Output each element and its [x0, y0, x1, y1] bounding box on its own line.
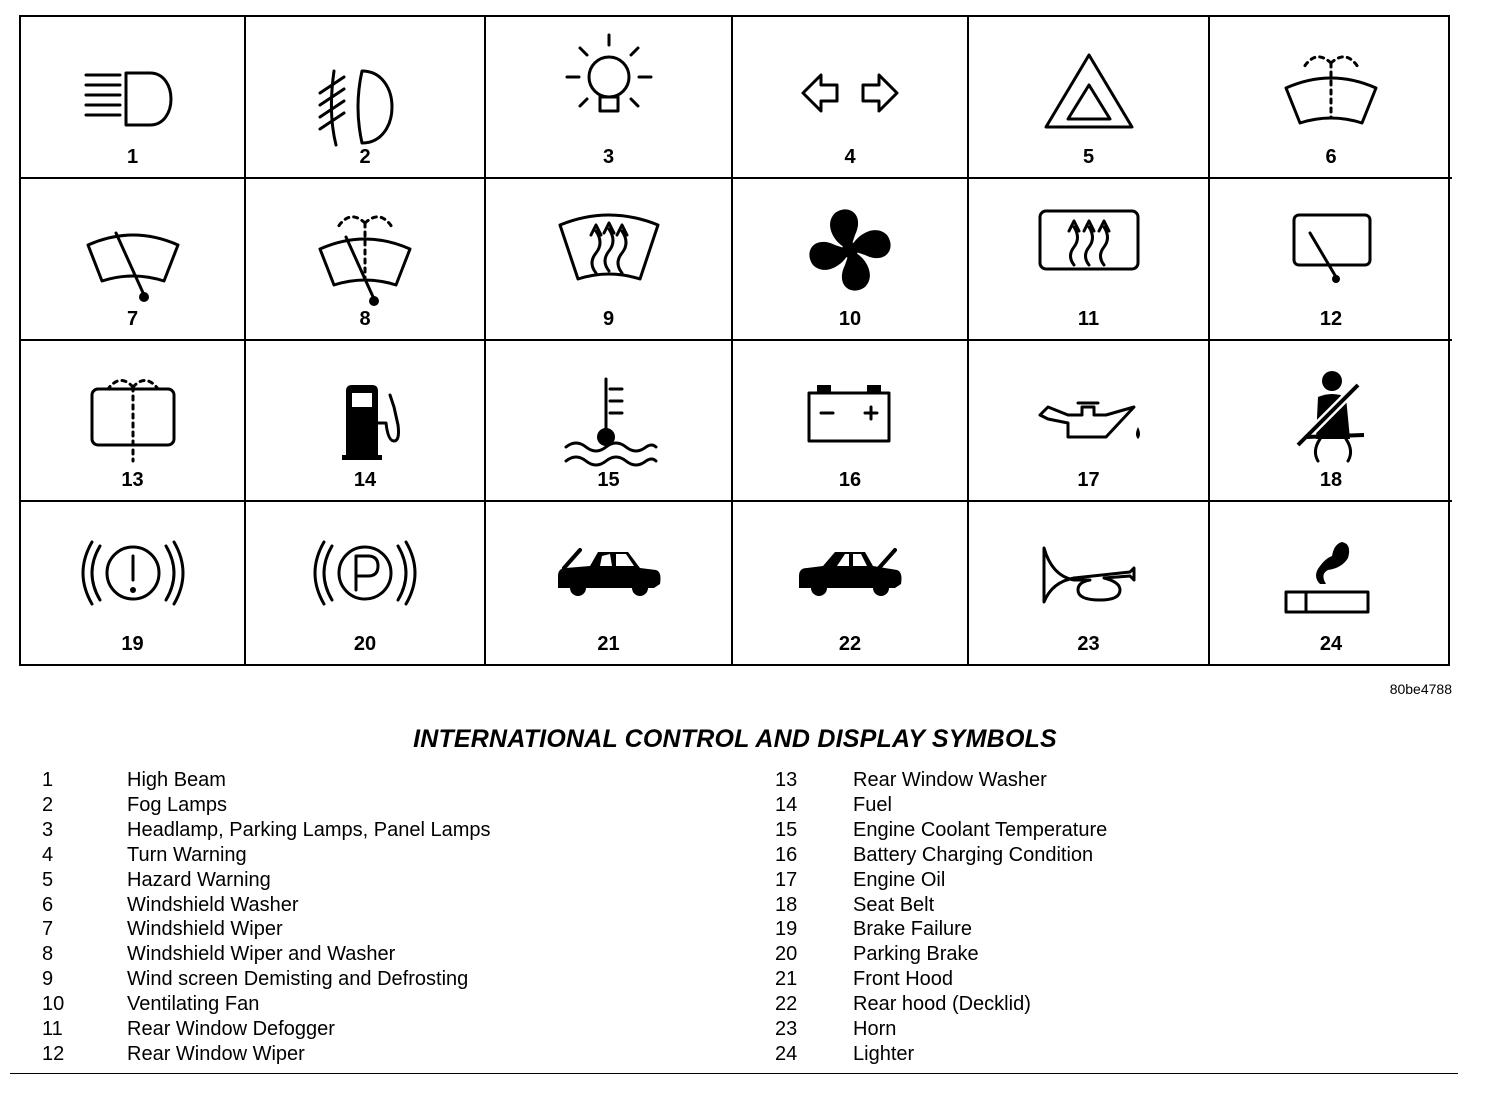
bottom-rule [10, 1073, 1458, 1074]
symbol-cell-7 [21, 179, 246, 341]
symbol-number: 18 [1319, 469, 1343, 492]
rear-wiper-icon [1276, 195, 1386, 305]
legend-number: 9 [42, 968, 54, 991]
symbol-cell-11 [969, 179, 1210, 341]
legend-number: 8 [42, 943, 54, 966]
legend-label: Engine Coolant Temperature [853, 818, 1108, 841]
legend-label: Rear Window Wiper [127, 1042, 305, 1065]
symbol-number: 12 [1319, 307, 1343, 330]
symbol-cell-9 [486, 179, 733, 341]
symbol-cell-2 [246, 17, 486, 179]
symbol-cell-17 [969, 341, 1210, 503]
legend-item [42, 917, 491, 942]
symbol-number: 3 [602, 145, 615, 168]
legend-number: 16 [775, 843, 798, 866]
legend-item [42, 1042, 491, 1067]
symbol-number: 5 [1082, 145, 1095, 168]
legend-right [775, 768, 1107, 1067]
symbol-number: 8 [359, 307, 371, 330]
turn-warning-icon [795, 33, 905, 143]
legend-item [42, 942, 491, 967]
rear-hood-icon [795, 518, 905, 628]
battery-icon [795, 357, 905, 467]
legend-number: 4 [42, 843, 54, 866]
legend-number: 11 [42, 1018, 63, 1041]
symbol-number: 14 [353, 469, 377, 492]
legend-label: Windshield Wiper [127, 918, 283, 941]
coolant-temperature-icon [554, 357, 664, 467]
symbol-number: 7 [126, 307, 139, 330]
legend-label: Turn Warning [127, 843, 247, 866]
legend-number: 22 [775, 993, 798, 1016]
legend-number: 21 [775, 968, 798, 991]
symbol-cell-3 [486, 17, 733, 179]
windshield-washer-icon [1276, 33, 1386, 143]
legend-item [42, 992, 491, 1017]
legend-item [775, 893, 1107, 918]
symbol-number: 4 [844, 145, 856, 168]
legend-item [775, 768, 1107, 793]
legend-label: Ventilating Fan [127, 993, 260, 1016]
symbol-cell-20 [246, 502, 486, 664]
legend-label: Wind screen Demisting and Defrosting [127, 968, 469, 991]
fuel-icon [310, 357, 420, 467]
symbol-number: 11 [1077, 307, 1100, 330]
legend-item [775, 1042, 1107, 1067]
legend-label: Brake Failure [853, 918, 972, 941]
figure-reference: 80be4788 [1389, 681, 1452, 697]
legend-number: 24 [775, 1042, 798, 1065]
legend-item [42, 1017, 491, 1042]
legend-label: Windshield Wiper and Washer [127, 943, 396, 966]
legend-item [42, 843, 491, 868]
legend-number: 23 [775, 1018, 798, 1041]
symbol-cell-24 [1210, 502, 1452, 664]
symbol-cell-8 [246, 179, 486, 341]
symbol-number: 17 [1077, 469, 1100, 492]
legend-label: Horn [853, 1018, 897, 1041]
wiper-washer-icon [310, 195, 420, 305]
symbol-number: 19 [121, 633, 144, 655]
legend-number: 6 [42, 893, 54, 916]
symbol-cell-15 [486, 341, 733, 503]
legend-label: Rear Window Washer [853, 769, 1047, 791]
symbol-grid [19, 15, 1450, 666]
symbol-cell-10 [733, 179, 969, 341]
symbol-cell-13 [21, 341, 246, 503]
symbol-cell-19 [21, 502, 246, 664]
hazard-warning-icon [1034, 33, 1144, 143]
legend-number: 14 [775, 793, 798, 816]
legend-number: 17 [775, 868, 798, 891]
symbol-number: 2 [359, 145, 371, 168]
legend-label: Rear Window Defogger [127, 1018, 335, 1041]
parking-brake-icon [310, 518, 420, 628]
symbol-cell-12 [1210, 179, 1452, 341]
legend-label: Fuel [853, 793, 892, 816]
legend-number: 5 [42, 868, 54, 891]
symbol-number: 10 [838, 307, 862, 330]
ventilating-fan-icon [795, 195, 905, 305]
rear-washer-icon [78, 357, 188, 467]
windscreen-demist-icon [554, 195, 664, 305]
legend-number: 3 [42, 818, 54, 841]
horn-icon [1034, 518, 1144, 628]
symbol-number: 9 [602, 307, 615, 330]
legend-label: Headlamp, Parking Lamps, Panel Lamps [127, 818, 491, 841]
legend-item [775, 868, 1107, 893]
legend-item [775, 967, 1107, 992]
legend-item [775, 1017, 1107, 1042]
legend-number: 12 [42, 1042, 65, 1065]
legend-item [42, 967, 491, 992]
symbol-cell-4 [733, 17, 969, 179]
fog-lamps-icon [310, 33, 420, 143]
legend-number: 15 [775, 818, 798, 841]
legend-label: Front Hood [853, 968, 954, 991]
front-hood-icon [554, 518, 664, 628]
symbol-cell-23 [969, 502, 1210, 664]
symbol-number: 16 [838, 469, 862, 492]
symbol-cell-16 [733, 341, 969, 503]
legend-number: 20 [775, 943, 798, 966]
symbol-cell-18 [1210, 341, 1452, 503]
legend-number: 10 [42, 993, 65, 1016]
symbol-cell-22 [733, 502, 969, 664]
legend-item [775, 793, 1107, 818]
rear-defogger-icon [1034, 195, 1144, 305]
symbol-cell-21 [486, 502, 733, 664]
high-beam-icon [78, 33, 188, 143]
legend-label: Hazard Warning [127, 868, 271, 891]
engine-oil-icon [1034, 357, 1144, 467]
symbol-cell-6 [1210, 17, 1452, 179]
legend-item [42, 893, 491, 918]
lighter-icon [1276, 518, 1386, 628]
seat-belt-icon [1276, 357, 1386, 467]
symbol-cell-1 [21, 17, 246, 179]
legend-label: High Beam [127, 769, 226, 791]
legend-item [42, 768, 491, 793]
symbol-number: 15 [597, 469, 620, 492]
legend-label: Seat Belt [853, 893, 935, 916]
legend-left [42, 768, 491, 1067]
legend-number: 18 [775, 893, 798, 916]
symbol-number: 20 [353, 633, 377, 655]
legend-label: Fog Lamps [127, 793, 228, 816]
legend-item [775, 818, 1107, 843]
legend-item [42, 793, 491, 818]
legend-number: 7 [42, 918, 54, 941]
symbol-number: 1 [126, 145, 139, 168]
symbol-number: 22 [838, 633, 862, 655]
legend-label: Lighter [853, 1042, 915, 1065]
legend-item [42, 868, 491, 893]
legend-item [775, 843, 1107, 868]
legend-number: 13 [775, 769, 798, 791]
legend-item [775, 917, 1107, 942]
page-title: INTERNATIONAL CONTROL AND DISPLAY SYMBOLS [413, 725, 1057, 753]
symbol-number: 21 [597, 633, 620, 655]
legend-label: Rear hood (Decklid) [853, 993, 1031, 1016]
symbol-cell-14 [246, 341, 486, 503]
headlamp-icon [554, 33, 664, 143]
legend-item [42, 818, 491, 843]
legend-number: 2 [42, 793, 54, 816]
legend-item [775, 992, 1107, 1017]
legend-label: Parking Brake [853, 943, 979, 966]
legend-label: Windshield Washer [127, 893, 299, 916]
legend-number: 19 [775, 918, 798, 941]
legend-item [775, 942, 1107, 967]
brake-failure-icon [78, 518, 188, 628]
symbol-number: 6 [1325, 145, 1337, 168]
legend-number: 1 [42, 769, 54, 791]
symbol-number: 24 [1319, 633, 1343, 655]
windshield-wiper-icon [78, 195, 188, 305]
legend-label: Battery Charging Condition [853, 843, 1094, 866]
symbol-number: 13 [121, 469, 144, 492]
legend-label: Engine Oil [853, 868, 946, 891]
symbol-cell-5 [969, 17, 1210, 179]
symbol-number: 23 [1077, 633, 1100, 655]
